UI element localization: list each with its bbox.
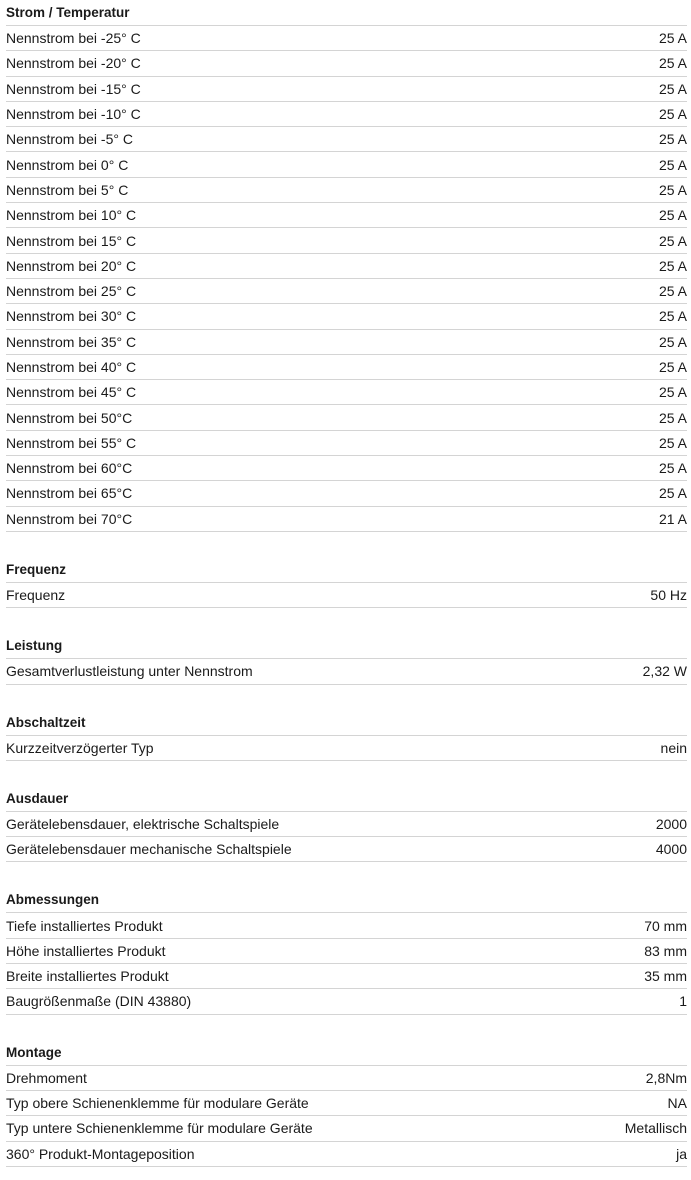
spec-label: Nennstrom bei -25° C <box>6 30 141 47</box>
spec-row <box>6 481 687 506</box>
spec-label: Nennstrom bei -20° C <box>6 55 141 72</box>
section-title: Abmessungen <box>6 887 687 913</box>
spec-value: 25 A <box>658 460 687 477</box>
spec-value: 25 A <box>658 359 687 375</box>
spec-value: 25 A <box>658 232 687 249</box>
spec-value: 25 A <box>658 80 687 97</box>
spec-label: Nennstrom bei 30° C <box>6 308 137 325</box>
spec-value: 25 A <box>658 181 687 198</box>
spec-value: 2,8Nm <box>645 1069 687 1086</box>
spec-label: Nennstrom bei 10° C <box>6 207 137 224</box>
spec-row <box>6 659 687 684</box>
spec-label: Gerätelebensdauer mechanische Schaltspiele <box>6 841 292 858</box>
spec-label: Nennstrom bei 65°C <box>6 485 133 502</box>
spec-label: Nennstrom bei 55° C <box>6 434 137 451</box>
spec-row <box>6 1066 687 1091</box>
spec-row <box>6 102 687 127</box>
spec-row <box>6 507 687 532</box>
spec-value: 25 A <box>658 434 687 451</box>
spec-value: Metallisch <box>624 1120 687 1137</box>
spec-value: 50 Hz <box>650 587 687 604</box>
spec-label: Nennstrom bei 40° C <box>6 359 137 375</box>
spec-value: 25 A <box>658 207 687 224</box>
spec-value: 2000 <box>655 815 687 832</box>
spec-label: Nennstrom bei 60°C <box>6 460 133 477</box>
spec-value: 25 A <box>658 55 687 72</box>
spec-row <box>6 405 687 430</box>
spec-value: 25 A <box>658 333 687 350</box>
spec-label: Nennstrom bei 50°C <box>6 409 133 426</box>
spec-row <box>6 431 687 456</box>
spec-label: Nennstrom bei 0° C <box>6 156 129 173</box>
spec-value: 70 mm <box>644 917 687 934</box>
spec-row <box>6 254 687 279</box>
spec-row <box>6 152 687 177</box>
section-gap <box>6 1015 687 1040</box>
spec-row <box>6 736 687 761</box>
spec-value: 2,32 W <box>642 663 687 680</box>
spec-label: Nennstrom bei 15° C <box>6 232 137 249</box>
spec-row <box>6 355 687 380</box>
spec-row <box>6 1142 687 1167</box>
spec-row <box>6 51 687 76</box>
spec-value: NA <box>667 1095 687 1112</box>
spec-row <box>6 456 687 481</box>
spec-row <box>6 913 687 938</box>
spec-value: 25 A <box>658 485 687 502</box>
spec-value: 1 <box>679 993 687 1010</box>
spec-row <box>6 77 687 102</box>
spec-row <box>6 939 687 964</box>
spec-value: 21 A <box>658 510 687 527</box>
section-title: Ausdauer <box>6 786 687 812</box>
spec-row <box>6 203 687 228</box>
spec-value: 25 A <box>658 156 687 173</box>
spec-value: 25 A <box>658 308 687 325</box>
spec-row <box>6 1116 687 1141</box>
spec-value: 25 A <box>658 257 687 274</box>
spec-label: Nennstrom bei -5° C <box>6 131 133 148</box>
spec-row <box>6 1091 687 1116</box>
section-gap <box>6 761 687 786</box>
spec-row <box>6 304 687 329</box>
spec-value: nein <box>660 739 687 756</box>
spec-value: 4000 <box>655 841 687 858</box>
spec-row <box>6 178 687 203</box>
section-gap <box>6 608 687 633</box>
spec-label: Höhe installiertes Produkt <box>6 942 166 959</box>
spec-value: ja <box>676 1145 687 1162</box>
spec-row <box>6 380 687 405</box>
section-gap <box>6 532 687 557</box>
spec-row <box>6 964 687 989</box>
section-gap <box>6 862 687 887</box>
spec-label: Baugrößenmaße (DIN 43880) <box>6 993 192 1010</box>
spec-label: 360° Produkt-Montageposition <box>6 1145 195 1162</box>
spec-row <box>6 989 687 1014</box>
section-title: Abschaltzeit <box>6 710 687 736</box>
spec-row <box>6 583 687 608</box>
spec-label: Drehmoment <box>6 1069 87 1086</box>
spec-value: 25 A <box>658 106 687 123</box>
spec-value: 25 A <box>658 384 687 401</box>
spec-label: Nennstrom bei 35° C <box>6 333 137 350</box>
spec-label: Nennstrom bei 20° C <box>6 257 137 274</box>
spec-value: 83 mm <box>644 942 687 959</box>
spec-label: Nennstrom bei 45° C <box>6 384 137 401</box>
spec-value: 25 A <box>658 409 687 426</box>
spec-row <box>6 837 687 862</box>
spec-value: 25 A <box>658 283 687 300</box>
section-title: Montage <box>6 1040 687 1066</box>
spec-label: Frequenz <box>6 587 66 604</box>
spec-label: Tiefe installiertes Produkt <box>6 917 163 934</box>
spec-row <box>6 279 687 304</box>
spec-label: Typ obere Schienenklemme für modulare Geräte <box>6 1095 309 1112</box>
section-gap <box>6 685 687 710</box>
spec-value: 35 mm <box>644 968 687 985</box>
spec-row <box>6 330 687 355</box>
spec-label: Nennstrom bei 70°C <box>6 510 133 527</box>
spec-label: Nennstrom bei -10° C <box>6 106 141 123</box>
spec-value: 25 A <box>658 131 687 148</box>
section-title: Strom / Temperatur <box>6 0 687 26</box>
spec-label: Nennstrom bei -15° C <box>6 80 141 97</box>
section-title: Leistung <box>6 633 687 659</box>
spec-label: Gerätelebensdauer, elektrische Schaltspiele <box>6 815 280 832</box>
spec-label: Nennstrom bei 25° C <box>6 283 137 300</box>
spec-row <box>6 812 687 837</box>
spec-label: Breite installiertes Produkt <box>6 968 169 985</box>
spec-row <box>6 127 687 152</box>
spec-label: Kurzzeitverzögerter Typ <box>6 739 154 756</box>
spec-row <box>6 26 687 51</box>
spec-label: Typ untere Schienenklemme für modulare Geräte <box>6 1120 313 1137</box>
spec-row <box>6 228 687 253</box>
spec-value: 25 A <box>658 30 687 47</box>
spec-label: Nennstrom bei 5° C <box>6 181 129 198</box>
section-title: Frequenz <box>6 557 687 583</box>
spec-label: Gesamtverlustleistung unter Nennstrom <box>6 663 253 680</box>
